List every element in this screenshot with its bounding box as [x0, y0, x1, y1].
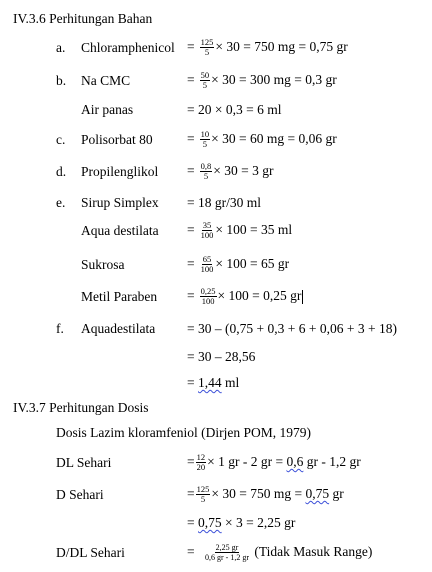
formula-rest: × 30 = 300 mg = 0,3 gr — [211, 72, 337, 87]
item-marker: b. — [56, 73, 67, 88]
fraction: $\frac{65}{100}$ — [200, 254, 214, 275]
item-formula — [187, 69, 337, 91]
dl-sehari-formula: = $\frac{12}{20}$ × 1 gr - 2 gr = 0,6 gr - 1,2 gr — [187, 452, 361, 473]
equals-sign: = — [187, 288, 195, 303]
equals-sign: = — [187, 256, 195, 271]
item-label: Na CMC — [81, 73, 131, 88]
d-sehari-label: D Sehari — [56, 487, 104, 502]
item-label: Chloramphenicol — [81, 40, 175, 55]
ddl-sehari-formula: = $\frac{2,25 gr}{0,6 gr - 1,2 gr}$ (Tidak Masuk Range) — [187, 543, 373, 563]
formula-rest: × 30 = 750 mg = 0,75 gr — [215, 39, 348, 54]
equals-sign: = — [187, 39, 195, 54]
item-formula — [187, 321, 397, 337]
fraction: $\frac{35}{100}$ — [200, 220, 214, 241]
item-formula — [187, 219, 292, 241]
fraction: $\frac{0,8}{5}$ — [200, 161, 212, 182]
item-marker: c. — [56, 132, 66, 147]
equals-sign: = — [187, 163, 195, 178]
item-marker: a. — [56, 40, 66, 55]
item-marker: e. — [56, 195, 66, 210]
item-formula — [187, 102, 281, 118]
d-sehari-step-2: = 0,75 × 3 = 2,25 gr — [187, 515, 296, 530]
item-label: Air panas — [81, 102, 134, 117]
ddl-fraction: $\frac{2,25 gr}{0,6 gr - 1,2 gr}$ — [205, 543, 249, 563]
item-label: Sukrosa — [81, 257, 125, 272]
item-label: Aqua destilata — [81, 223, 159, 238]
formula-text: 20 × 0,3 = 6 ml — [198, 102, 282, 117]
formula-rest: × 100 = 0,25 gr — [217, 288, 302, 303]
item-formula — [187, 128, 337, 150]
aquadestilata-step-2: = 30 – 28,56 — [187, 349, 256, 364]
item-label: Sirup Simplex — [81, 195, 159, 210]
ddl-sehari-label: D/DL Sehari — [56, 545, 125, 560]
d-sehari-formula: = $\frac{125}{5}$ × 30 = 750 mg = 0,75 gr — [187, 484, 344, 505]
section-heading-perhitungan-dosis: IV.3.7 Perhitungan Dosis — [13, 400, 149, 415]
item-marker: f. — [56, 321, 64, 336]
item-formula — [187, 160, 273, 182]
aquadestilata-result: = 1,44 ml — [187, 375, 240, 390]
formula-rest: × 100 = 35 ml — [215, 222, 293, 237]
item-formula — [187, 285, 303, 307]
item-formula — [187, 253, 289, 275]
dl-fraction: $\frac{12}{20}$ — [196, 452, 206, 473]
item-label: Propilenglikol — [81, 164, 159, 179]
item-label: Aquadestilata — [81, 321, 156, 336]
formula-text: 18 gr/30 ml — [198, 195, 261, 210]
item-marker: d. — [56, 164, 67, 179]
equals-sign: = — [187, 222, 195, 237]
item-label: Polisorbat 80 — [81, 132, 153, 147]
fraction: $\frac{10}{5}$ — [200, 129, 210, 150]
item-formula — [187, 36, 348, 58]
equals-sign: = — [187, 72, 195, 87]
text-cursor — [302, 290, 303, 304]
d-fraction: $\frac{125}{5}$ — [196, 484, 210, 505]
equals-sign: = — [187, 102, 195, 117]
formula-rest: × 30 = 60 mg = 0,06 gr — [211, 131, 337, 146]
fraction: $\frac{125}{5}$ — [200, 37, 214, 58]
equals-sign: = — [187, 131, 195, 146]
equals-sign: = — [187, 195, 195, 210]
fraction: $\frac{50}{5}$ — [200, 70, 210, 91]
formula-rest: × 100 = 65 gr — [215, 256, 290, 271]
section-heading-perhitungan-bahan: IV.3.6 Perhitungan Bahan — [13, 11, 153, 26]
item-label: Metil Paraben — [81, 289, 158, 304]
formula-text: 30 – (0,75 + 0,3 + 6 + 0,06 + 3 + 18) — [198, 321, 397, 336]
fraction: $\frac{0,25}{100}$ — [200, 286, 216, 307]
item-formula — [187, 195, 261, 211]
equals-sign: = — [187, 321, 195, 336]
dl-sehari-label: DL Sehari — [56, 455, 112, 470]
dosis-intro: Dosis Lazim kloramfeniol (Dirjen POM, 1979) — [56, 425, 311, 440]
formula-rest: × 30 = 3 gr — [213, 163, 274, 178]
